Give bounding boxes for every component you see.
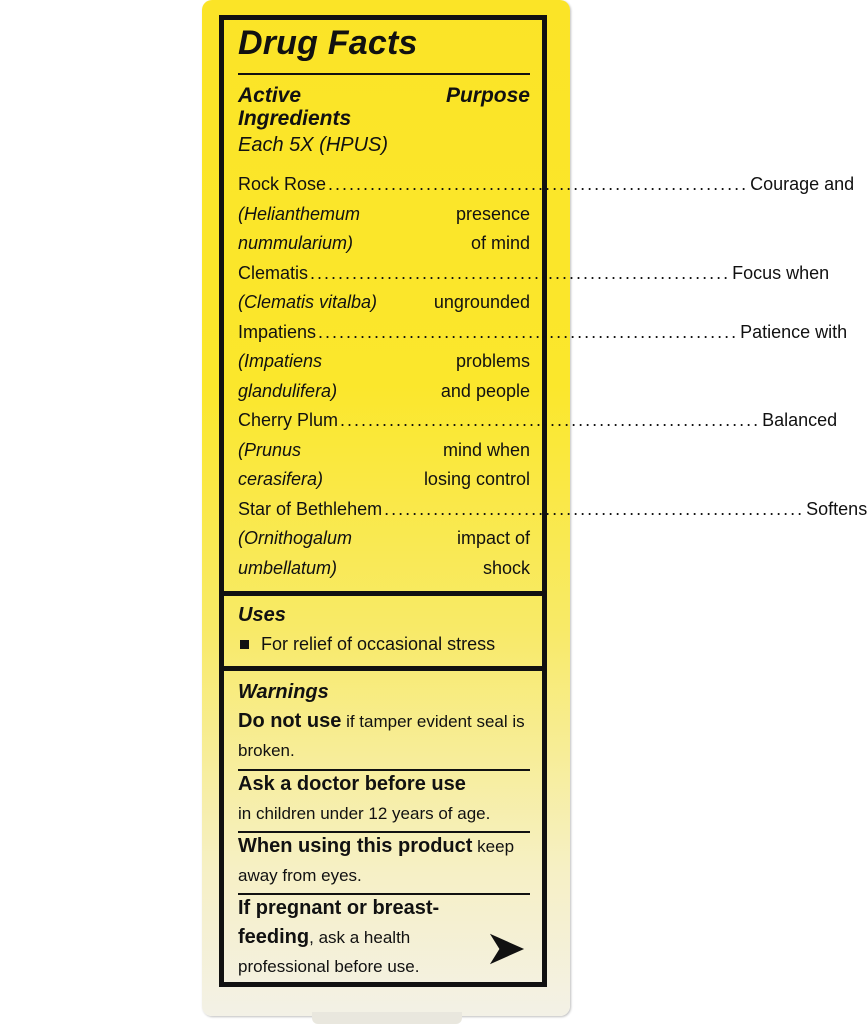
do-not-use-text: if tamper evident seal is broken. [238, 712, 525, 760]
ingredient-purpose: Balanced [762, 410, 838, 430]
ingredient-row [238, 554, 530, 584]
ingredient-list [238, 170, 867, 583]
ingredient-purpose: Softens [806, 498, 867, 519]
uses-section [224, 596, 542, 666]
ingredient-name: Clematis [238, 262, 309, 283]
active-ingredients-section [224, 20, 867, 591]
ingredient-row [238, 495, 867, 525]
ingredient-purpose: losing control [423, 469, 530, 489]
ingredient-row [238, 200, 530, 230]
dot-leader: ............................................................ [328, 174, 749, 194]
page-title: Drug Facts [238, 24, 418, 62]
uses-item-text: For relief of occasional stress [261, 634, 496, 654]
ingredient-purpose: ungrounded [433, 292, 530, 312]
pregnant-label: If pregnant or breast-feeding [238, 897, 440, 948]
ingredient-row [238, 259, 830, 289]
when-using-text: keep away from eyes. [238, 837, 515, 885]
ask-doctor-text: in children under 12 years of age. [238, 804, 491, 823]
when-using-warning [238, 832, 530, 890]
dot-leader: ............................................................ [384, 498, 805, 519]
ingredient-name: (Ornithogalum [238, 528, 353, 548]
ingredient-name: nummularium) [238, 233, 354, 253]
purpose-heading: Purpose [445, 84, 530, 107]
ingredient-name: glandulifera) [238, 380, 338, 401]
pregnant-text: , ask a health professional before use. [238, 928, 420, 976]
ingredient-row [238, 377, 530, 407]
ingredient-name: Rock Rose [238, 174, 327, 194]
dot-leader: ............................................................ [318, 321, 739, 342]
title-divider [238, 73, 530, 75]
ingredient-purpose: Focus when [732, 262, 830, 283]
warnings-section [224, 671, 542, 982]
ingredient-row [238, 436, 530, 466]
ingredient-name: (Clematis vitalba) [238, 292, 378, 312]
ingredient-name: (Helianthemum [238, 203, 361, 224]
ingredient-name: (Prunus [238, 439, 302, 460]
ingredient-row [238, 288, 530, 318]
ask-doctor-label: Ask a doctor before use [238, 773, 466, 795]
ingredient-row [238, 524, 530, 554]
when-using-label: When using this product [238, 835, 473, 857]
uses-heading: Uses [238, 604, 286, 626]
ingredient-name: (Impatiens [238, 351, 323, 371]
ingredient-name: cerasifera) [238, 469, 324, 489]
ingredient-name: Star of Bethlehem [238, 498, 383, 519]
ingredient-purpose: of mind [470, 233, 530, 253]
ingredient-purpose: shock [482, 557, 530, 578]
ingredient-row [238, 318, 848, 348]
ingredient-purpose: problems [455, 351, 530, 371]
ingredient-purpose: Patience with [740, 321, 848, 342]
ingredient-purpose: mind when [442, 439, 530, 460]
do-not-use-warning [238, 707, 530, 765]
dot-leader: ............................................................ [310, 262, 731, 283]
square-bullet-icon [240, 640, 249, 649]
arrow-right-icon [488, 930, 526, 968]
ingredient-row [238, 465, 530, 495]
drug-facts-panel [219, 15, 867, 987]
active-ingredients-heading: Active Ingredients [238, 84, 352, 130]
package-tab [312, 1012, 462, 1024]
ingredient-row [238, 347, 530, 377]
ask-doctor-warning [238, 770, 530, 828]
do-not-use-label: Do not use [238, 710, 342, 732]
ingredient-name: umbellatum) [238, 557, 338, 578]
ingredient-purpose: and people [440, 380, 530, 401]
ingredient-purpose: presence [455, 203, 530, 224]
ingredient-row [238, 170, 855, 200]
ingredient-row [238, 229, 530, 259]
ingredient-purpose: Courage and [750, 174, 855, 194]
uses-list-item [238, 634, 495, 655]
dilution-note: Each 5X (HPUS) [238, 134, 389, 156]
ingredient-row [238, 406, 838, 436]
pregnant-warning [238, 894, 482, 981]
ingredient-purpose: impact of [456, 528, 530, 548]
warnings-heading: Warnings [238, 681, 329, 703]
ingredient-name: Cherry Plum [238, 410, 339, 430]
ingredient-name: Impatiens [238, 321, 317, 342]
dot-leader: ............................................................ [340, 410, 761, 430]
